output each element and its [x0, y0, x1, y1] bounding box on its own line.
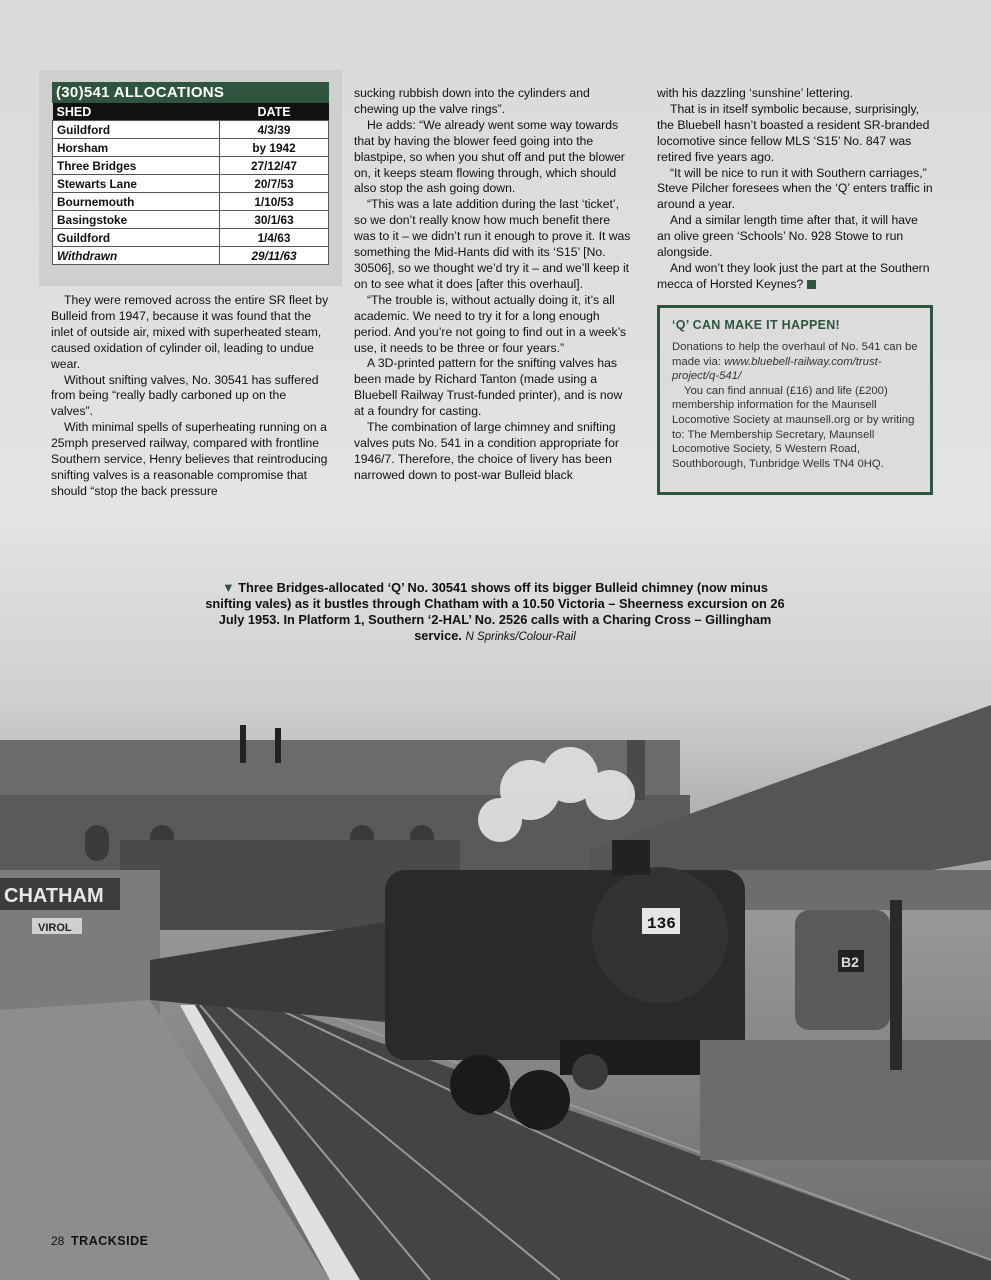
- photo-caption: [205, 580, 785, 645]
- unit-code-text: B2: [841, 954, 859, 970]
- info-box: [657, 305, 933, 495]
- date-cell: 27/12/47: [220, 157, 329, 175]
- shed-cell: Guildford: [53, 229, 220, 247]
- paragraph: sucking rubbish down into the cylinders and chewing up the valve rings”.: [354, 86, 590, 116]
- virol-sign-text: VIROL: [38, 922, 72, 934]
- box-text: Donations to help the overhaul of No. 541 can be made via:: [672, 341, 918, 368]
- table-row: [53, 193, 329, 211]
- table-row: [53, 175, 329, 193]
- paragraph: With minimal spells of superheating running on a 25mph preserved railway, compared with frontline Southern service, Henry believes that reintroducing snifting valves is a reasonable compromise that should “stop the back pressure: [51, 420, 328, 498]
- paragraph: That is in itself symbolic because, surprisingly, the Bluebell hasn’t boasted a resident SR-branded locomotive since fellow MLS ‘S15’ No. 847 was retired five years ago.: [657, 101, 930, 164]
- shed-cell: Bournemouth: [53, 193, 220, 211]
- shed-header: SHED: [53, 103, 220, 121]
- table-row: [53, 211, 329, 229]
- date-cell: 1/4/63: [220, 229, 329, 247]
- smokebox-door: [592, 867, 728, 1003]
- paragraph: They were removed across the entire SR fleet by Bulleid from 1947, because it was found that the inlet of outside air, mixed with superheated steam, caused oxidation of cylinder oil, leading to undue wear.: [51, 293, 329, 371]
- station-sign-text: CHATHAM: [4, 885, 104, 907]
- donation-link[interactable]: www.bluebell-railway.com/trust-project/q-541/: [672, 355, 882, 383]
- date-header: DATE: [220, 103, 329, 121]
- table-row: [53, 139, 329, 157]
- loco-chimney: [612, 840, 650, 875]
- canopy-column: [890, 900, 902, 1070]
- table-row: [53, 121, 329, 139]
- shed-cell: Stewarts Lane: [53, 175, 220, 193]
- closing-sentence: And won’t they look just the part at the Southern mecca of Horsted Keynes?: [657, 260, 930, 291]
- shed-cell: Three Bridges: [53, 157, 220, 175]
- date-cell: by 1942: [220, 139, 329, 157]
- paragraph: [657, 261, 933, 293]
- shed-cell: Guildford: [53, 121, 220, 139]
- box-title: ‘Q’ CAN MAKE IT HAPPEN!: [672, 318, 841, 332]
- paragraph: The combination of large chimney and snifting valves puts No. 541 in a condition appropriate for 1946/7. Therefore, the choice of livery has been narrowed down to post-war Bulleid black: [354, 420, 619, 482]
- shed-cell: Horsham: [53, 139, 220, 157]
- allocations-title: (30)541 ALLOCATIONS: [52, 82, 329, 103]
- box-paragraph: You can find annual (£16) and life (£200) membership information for the Maunsell Locomotive Society at maunsell.org or by writing to: The Membership Secretary, Maunsell Locomotive Society, 5 Western Road, Southborough, Tunbridge Wells TN4 0HQ.: [672, 384, 915, 470]
- allocations-table: [52, 103, 329, 265]
- date-cell: 1/10/53: [220, 193, 329, 211]
- station-photo: [0, 700, 991, 1280]
- paragraph: with his dazzling ‘sunshine’ lettering.: [657, 86, 854, 100]
- date-cell: 29/11/63: [220, 247, 329, 265]
- paragraph: Without snifting valves, No. 30541 has suffered from being “really badly carboned up on the valves”.: [51, 372, 319, 419]
- box-paragraph: [672, 340, 918, 384]
- magazine-name: TRACKSIDE: [71, 1234, 149, 1248]
- end-mark-icon: [807, 280, 816, 289]
- headcode-text: 136: [647, 915, 676, 933]
- down-arrow-icon: ▼: [222, 580, 235, 595]
- shed-cell: Withdrawn: [53, 247, 220, 265]
- paragraph: He adds: “We already went some way towards that by having the blower feed going into the blastpipe, so when you shut off and put the blower on, it keeps steam flowing through, which should also stop the ash going down.: [354, 117, 625, 196]
- date-cell: 4/3/39: [220, 121, 329, 139]
- buffer: [572, 1054, 608, 1090]
- allocations-panel: [39, 70, 342, 286]
- paragraph: A 3D-printed pattern for the snifting valves has been made by Richard Tanton (made using a Bluebell Railway Trust-funded printer), and is now at a foundry for casting.: [354, 356, 623, 419]
- article-column-2: [354, 86, 632, 484]
- photo-credit: N Sprinks/Colour-Rail: [465, 631, 576, 643]
- right-platform: [700, 1040, 991, 1160]
- chimney: [275, 728, 281, 763]
- paragraph: “It will be nice to run it with Southern carriages,” Steve Pilcher foresees when the ‘Q’ enters traffic in around a year.: [657, 165, 933, 212]
- page-footer: [51, 1234, 148, 1248]
- shed-cell: Basingstoke: [53, 211, 220, 229]
- caption-text: Three Bridges-allocated ‘Q’ No. 30541 shows off its bigger Bulleid chimney (now minus snifting vales) as it bustles through Chatham with a 10.50 Victoria – Sheerness excursion on 26 July 1953. In Platform 1, Southern ‘2-HAL’ No. 2526 calls with a Charing Cross – Gillingham service.: [205, 580, 785, 643]
- article-column-1: [51, 293, 331, 500]
- table-row: [53, 157, 329, 175]
- date-cell: 20/7/53: [220, 175, 329, 193]
- date-cell: 30/1/63: [220, 211, 329, 229]
- chimney: [240, 725, 246, 763]
- table-row: [53, 247, 329, 265]
- paragraph: “This was a late addition during the last ‘ticket’, so we don’t really know how much benefit there was to it – we didn’t run it enough to prove it. It was something the Mid-Hants did with its ‘S15’ [No. 30506], so we thought we’d try it – and we’ll keep it on to see what it does [after this overhaul].: [354, 197, 631, 291]
- paragraph: And a similar length time after that, it will have an olive green ‘Schools’ No. 928 Stowe to run alongside.: [657, 213, 918, 260]
- page-number: 28: [51, 1234, 65, 1248]
- table-row: [53, 229, 329, 247]
- paragraph: “The trouble is, without actually doing it, it’s all academic. We need to try it for a long enough period. And you’re not going to find out in a week’s use, it needs to be three or four years.”: [354, 292, 627, 355]
- article-column-3: [657, 86, 933, 293]
